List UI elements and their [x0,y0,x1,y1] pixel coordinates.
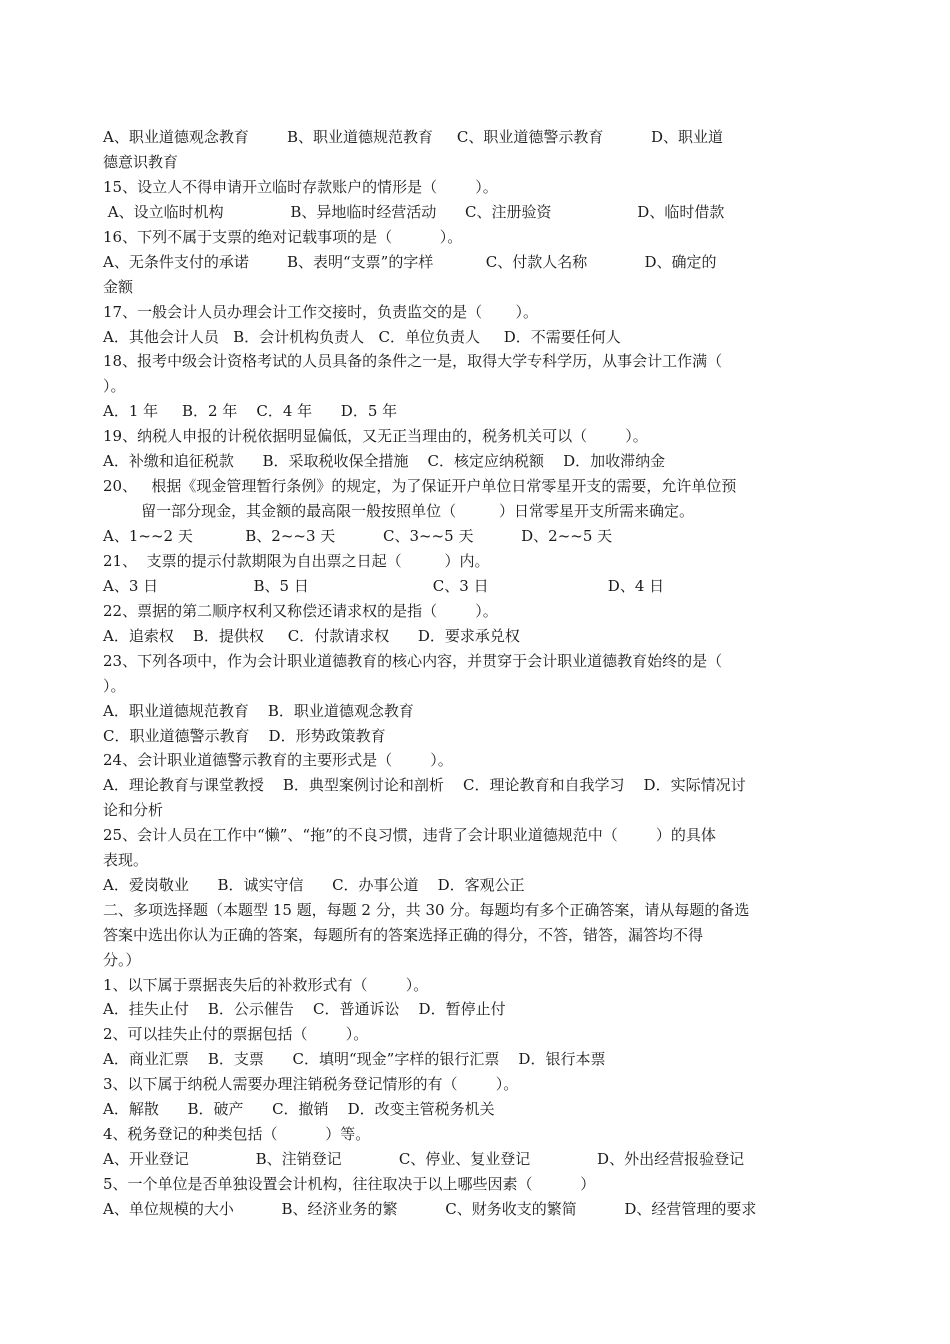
text-line: 19、纳税人申报的计税依据明显偏低，又无正当理由的，税务机关可以（ ）。 [103,427,648,445]
text-line: 表现。 [103,851,149,869]
text-line: 1、以下属于票据丧失后的补救形式有（ ）。 [103,976,429,994]
text-line: A．解散 B．破产 C．撤销 D．改变主管税务机关 [103,1100,495,1118]
text-line: 24、会计职业道德警示教育的主要形式是（ ）。 [103,751,453,769]
text-line: ）。 [103,377,126,395]
text-line: 二、多项选择题（本题型 15 题，每题 2 分，共 30 分。每题均有多个正确答案，请从每题的备选 [103,901,750,919]
text-line: 留一部分现金，其金额的最高限一般按照单位（ ）日常零星开支所需来确定。 [103,502,695,520]
text-line: A、设立临时机构 B、异地临时经营活动 C、注册验资 D、临时借款 [103,203,725,221]
text-line: A、开业登记 B、注销登记 C、停业、复业登记 D、外出经营报验登记 [103,1150,745,1168]
text-line: A、3 日 B、5 日 C、3 日 D、4 日 [103,577,665,595]
text-line: ）。 [103,677,126,695]
text-line: 25、会计人员在工作中“懒”、“拖”的不良习惯，违背了会计职业道德规范中（ ）的具体 [103,826,716,844]
text-line: 2、可以挂失止付的票据包括（ ）。 [103,1025,369,1043]
text-line: A、无条件支付的承诺 B、表明“支票”的字样 C、付款人名称 D、确定的 [103,253,717,271]
text-line: 23、下列各项中，作为会计职业道德教育的核心内容，并贯穿于会计职业道德教育始终的是（ [103,652,723,670]
text-line: 德意识教育 [103,153,179,171]
text-line: A．其他会计人员 B．会计机构负责人 C．单位负责人 D．不需要任何人 [103,328,621,346]
text-line: C．职业道德警示教育 D．形势政策教育 [103,727,386,745]
text-line: 22、票据的第二顺序权利又称偿还请求权的是指（ ）。 [103,602,498,620]
text-line: A、单位规模的大小 B、经济业务的繁 C、财务收支的繁简 D、经营管理的要求 [103,1200,757,1218]
text-line: A．商业汇票 B．支票 C．填明“现金”字样的银行汇票 D．银行本票 [103,1050,606,1068]
text-line: 3、以下属于纳税人需要办理注销税务登记情形的有（ ）。 [103,1075,519,1093]
text-line: 论和分析 [103,801,164,819]
text-line: 金额 [103,278,134,296]
text-line: A、职业道德观念教育 B、职业道德规范教育 C、职业道德警示教育 D、职业道 [103,128,724,146]
text-line: A．挂失止付 B．公示催告 C．普通诉讼 D．暂停止付 [103,1000,506,1018]
text-line: 5、一个单位是否单独设置会计机构，往往取决于以上哪些因素（ ） [103,1175,596,1193]
text-line: A．追索权 B．提供权 C．付款请求权 D．要求承兑权 [103,627,520,645]
text-line: A．补缴和追征税款 B．采取税收保全措施 C．核定应纳税额 D．加收滞纳金 [103,452,666,470]
text-line: A．理论教育与课堂教授 B．典型案例讨论和剖析 C．理论教育和自我学习 D．实际情况讨 [103,776,746,794]
text-line: 20、 根据《现金管理暂行条例》的规定，为了保证开户单位日常零星开支的需要，允许单位预 [103,477,737,495]
text-line: 18、报考中级会计资格考试的人员具备的条件之一是，取得大学专科学历，从事会计工作满（ [103,352,723,370]
text-line: A．爱岗敬业 B．诚实守信 C．办事公道 D．客观公正 [103,876,525,894]
text-line: 分。） [103,951,141,969]
text-line: A．职业道德规范教育 B．职业道德观念教育 [103,702,414,720]
text-line: A、1~~2 天 B、2~~3 天 C、3~~5 天 D、2~~5 天 [103,527,613,545]
text-line: 21、 支票的提示付款期限为自出票之日起（ ）内。 [103,552,490,570]
text-line: 15、设立人不得申请开立临时存款账户的情形是（ ）。 [103,178,498,196]
text-line: A．1 年 B．2 年 C．4 年 D．5 年 [103,402,398,420]
text-line: 答案中选出你认为正确的答案，每题所有的答案选择正确的得分，不答，错答，漏答均不得 [103,926,704,944]
text-line: 16、下列不属于支票的绝对记载事项的是（ ）。 [103,228,463,246]
text-line: 17、一般会计人员办理会计工作交接时，负责监交的是（ ）。 [103,303,538,321]
text-line: 4、税务登记的种类包括（ ）等。 [103,1125,371,1143]
